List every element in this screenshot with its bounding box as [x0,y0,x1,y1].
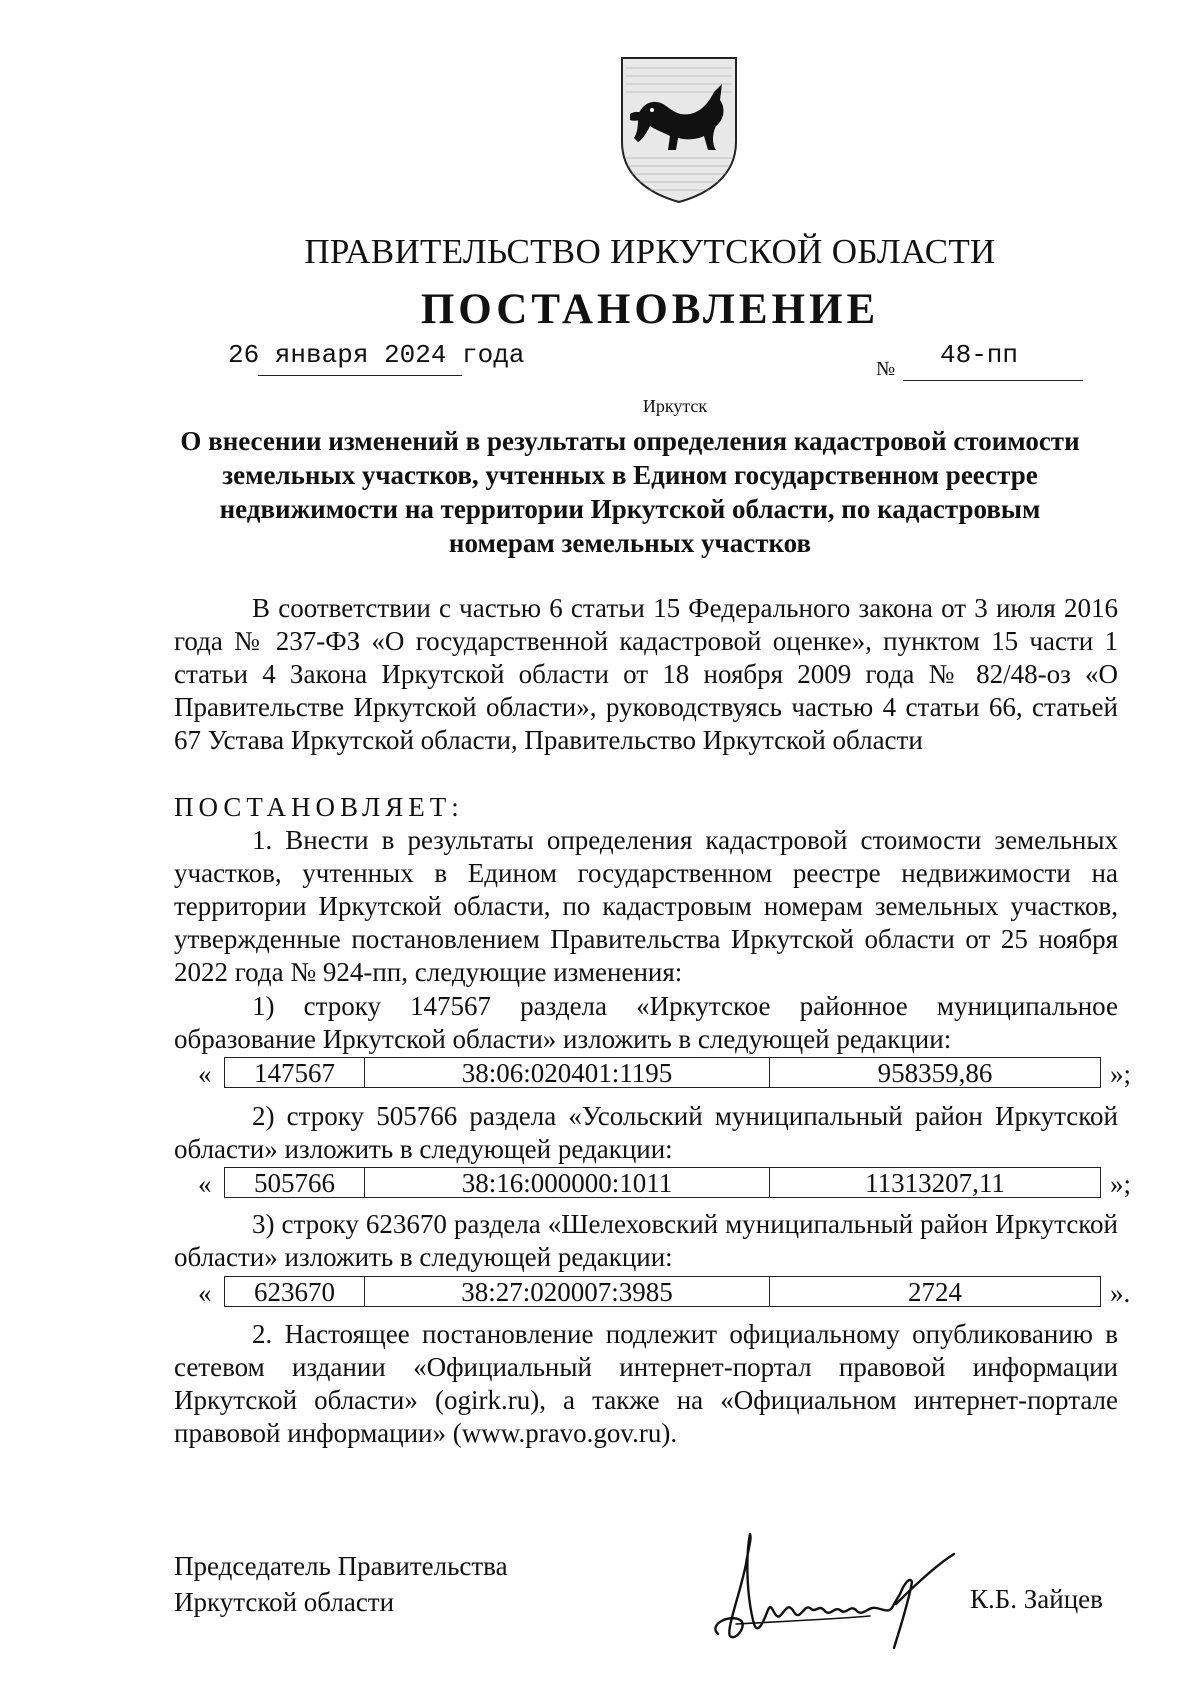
cadastral-number-cell: 38:06:020401:1195 [365,1058,770,1088]
paragraph-2: 2. Настоящее постановление подлежит официальному опубликованию в сетевом издании «Официальный интернет-портал правовой информации Иркутской области» (ogirk.ru), а также на «Официальном интернет-портале правовой информации» (www.pravo.gov.ru). [174,1319,1118,1448]
item-1-open-quote: « [198,1059,212,1089]
document-heading: О внесении изменений в результаты определения кадастровой стоимости земельных участков, учтенных в Едином государственном реестре недвижимости на территории Иркутской области, по кадастровым номерам земельных участков [180,426,1080,558]
item-3-close-quote: ». [1110,1278,1131,1308]
item-3-open-quote: « [198,1278,212,1308]
item-3-text: 3) строку 623670 раздела «Шелеховский муниципальный район Иркутской области» изложить в следующей редакции: [174,1209,1118,1272]
preamble-paragraph: В соответствии с частью 6 статьи 15 Федерального закона от 3 июля 2016 года № 237-ФЗ «О государственной кадастровой оценке», пунктом 15 части 1 статьи 4 Закона Иркутской области от 18 ноября 2009 года № 82/48-оз «О Правительстве Иркутской области», руководствуясь частью 4 статьи 66, статьей 67 Устава Иркутской области, Правительство Иркутской области [174,593,1118,755]
document-city: Иркутск [642,396,708,416]
row-number-cell: 623670 [225,1277,365,1307]
number-underline [903,380,1083,381]
table-row [225,1168,1101,1198]
item-2-row [174,1167,1134,1200]
cadastral-value-cell: 958359,86 [770,1058,1101,1088]
item-1-close-quote: »; [1110,1059,1132,1089]
number-sign: № [876,358,896,380]
cadastral-number-cell: 38:16:000000:1011 [365,1168,770,1198]
table-row [225,1277,1101,1307]
authority-title: ПРАВИТЕЛЬСТВО ИРКУТСКОЙ ОБЛАСТИ [304,232,996,271]
signer-name: К.Б. Зайцев [970,1584,1103,1614]
signer-position [174,1548,508,1620]
item-1-text: 1) строку 147567 раздела «Иркутское районное муниципальное образование Иркутской области» изложить в следующей редакции: [174,991,1118,1054]
item-2-close-quote: »; [1110,1169,1132,1199]
row-number-cell: 147567 [225,1058,365,1088]
row-number-cell: 505766 [225,1168,365,1198]
document-number: 48-пп [940,340,1019,370]
decree-word: ПОСТАНОВЛЯЕТ: [174,792,464,822]
item-2-open-quote: « [198,1169,212,1199]
signer-position-line-2: Иркутской области [174,1587,395,1617]
item-1-table [224,1057,1101,1088]
document-date: 26 января 2024 года [228,340,525,370]
date-underline [258,375,462,376]
item-2-table [224,1167,1101,1198]
cadastral-value-cell: 11313207,11 [770,1168,1101,1198]
handwritten-signature-icon [700,1524,960,1664]
item-3-row [174,1276,1134,1309]
signer-position-line-1: Председатель Правительства [174,1551,508,1581]
document-type: ПОСТАНОВЛЕНИЕ [420,286,880,333]
table-row [225,1058,1101,1088]
paragraph-1: 1. Внести в результаты определения кадастровой стоимости земельных участков, учтенных в Едином государственном реестре недвижимости на территории Иркутской области, по кадастровым номерам земельных участков, утвержденные постановлением Правительства Иркутской области от 25 ноября 2022 года № 924-пп, следующие изменения: [174,825,1118,987]
coat-of-arms-icon [616,54,742,204]
item-1-row [174,1057,1134,1090]
item-2-text: 2) строку 505766 раздела «Усольский муниципальный район Иркутской области» изложить в следующей редакции: [174,1101,1118,1164]
cadastral-number-cell: 38:27:020007:3985 [365,1277,770,1307]
cadastral-value-cell: 2724 [770,1277,1101,1307]
item-3-table [224,1276,1101,1307]
